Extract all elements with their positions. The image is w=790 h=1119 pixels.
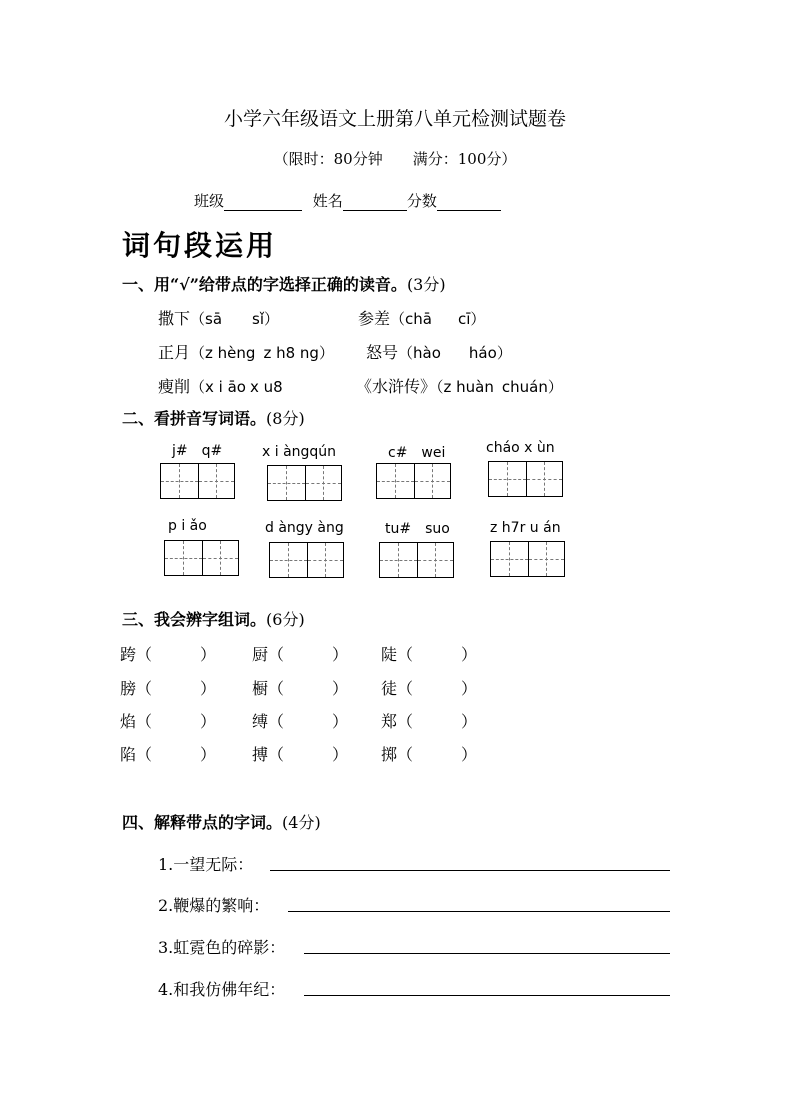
exam-subtitle: （限时：80分钟 满分：100分） [273, 150, 517, 168]
q2-pinyin: cháo x ùn [486, 440, 555, 456]
q2-answer-grid[interactable] [488, 461, 563, 497]
q1-option[interactable]: háo [468, 344, 497, 362]
class-blank[interactable] [224, 210, 302, 211]
q2-pinyin: x i àngqún [262, 444, 337, 460]
q4-title: 四、解释带点的字词。(4分) [122, 813, 321, 832]
q2-pinyin: p i ǎo [168, 518, 207, 534]
q4-answer-line[interactable] [304, 995, 670, 996]
q1-title: 一、用“√”给带点的字选择正确的读音。(3分) [122, 275, 446, 294]
student-info-line [194, 190, 501, 211]
q1-item: 《水浒传》（z huàn chuán） [356, 377, 563, 396]
q2-title: 二、看拼音写词语。(8分) [122, 409, 305, 428]
q1-option[interactable]: x i āo [205, 378, 246, 396]
q3-title: 三、我会辨字组词。(6分) [122, 610, 305, 629]
q2-answer-grid[interactable] [160, 463, 235, 499]
section-heading: 词句段运用 [122, 229, 278, 262]
q4-item-label: 1.一望无际： [158, 855, 254, 874]
q2-pinyin: z h7r u án [490, 520, 561, 536]
q1-option[interactable]: sā [205, 310, 223, 328]
q3-item[interactable]: 厨（ ） [252, 645, 349, 664]
q1-option[interactable]: x u8 [249, 378, 283, 396]
q1-item: 撒下（sā sǐ） [158, 309, 280, 328]
q2-pinyin: c# wei [388, 445, 446, 461]
score-label: 分数 [406, 192, 437, 210]
q3-item[interactable]: 郑（ ） [381, 712, 478, 731]
q1-option[interactable]: chuán [501, 378, 548, 396]
q2-pinyin: d àngy àng [265, 520, 344, 536]
q2-answer-grid[interactable] [269, 542, 344, 578]
q4-item-label: 2.鞭爆的繁响： [158, 896, 270, 915]
q4-answer-line[interactable] [288, 911, 670, 912]
q1-option[interactable]: z huàn [443, 378, 494, 396]
q1-item: 瘦削（x i āo x u8 [158, 377, 283, 396]
q1-item: 参差（chā cī） [358, 309, 486, 328]
score-blank[interactable] [437, 210, 501, 211]
q3-item[interactable]: 掷（ ） [381, 745, 478, 764]
q1-item: 正月（z hèng z h8 ng） [158, 343, 334, 362]
q3-item[interactable]: 陡（ ） [381, 645, 478, 664]
q1-option[interactable]: z hèng [205, 344, 256, 362]
q3-item[interactable]: 徒（ ） [381, 679, 478, 698]
q3-item[interactable]: 搏（ ） [252, 745, 349, 764]
q3-item[interactable]: 膀（ ） [120, 679, 217, 698]
q2-pinyin: tu# suo [385, 521, 450, 537]
q2-answer-grid[interactable] [379, 542, 454, 578]
q3-item[interactable]: 焰（ ） [120, 712, 217, 731]
q1-option[interactable]: z h8 ng [263, 344, 319, 362]
q4-item-label: 4.和我仿佛年纪： [158, 980, 286, 999]
q2-pinyin: j# q# [172, 443, 223, 459]
q1-option[interactable]: hào [413, 344, 441, 362]
name-label: 姓名 [312, 192, 343, 210]
q1-option[interactable]: cī [457, 310, 471, 328]
q3-item[interactable]: 缚（ ） [252, 712, 349, 731]
name-blank[interactable] [343, 210, 407, 211]
q2-answer-grid[interactable] [376, 463, 451, 499]
q1-option[interactable]: sǐ [252, 310, 265, 328]
q3-item[interactable]: 橱（ ） [252, 679, 349, 698]
q2-answer-grid[interactable] [164, 540, 239, 576]
q3-item[interactable]: 跨（ ） [120, 645, 217, 664]
q4-answer-line[interactable] [270, 870, 670, 871]
q1-option[interactable]: chā [405, 310, 432, 328]
q1-item: 怒号（hào háo） [366, 343, 512, 362]
class-label: 班级 [194, 192, 225, 210]
q2-answer-grid[interactable] [267, 465, 342, 501]
q3-item[interactable]: 陷（ ） [120, 745, 217, 764]
q4-answer-line[interactable] [304, 953, 670, 954]
q4-item-label: 3.虹霓色的碎影： [158, 938, 286, 957]
q2-answer-grid[interactable] [490, 541, 565, 577]
exam-title: 小学六年级语文上册第八单元检测试题卷 [223, 108, 566, 130]
